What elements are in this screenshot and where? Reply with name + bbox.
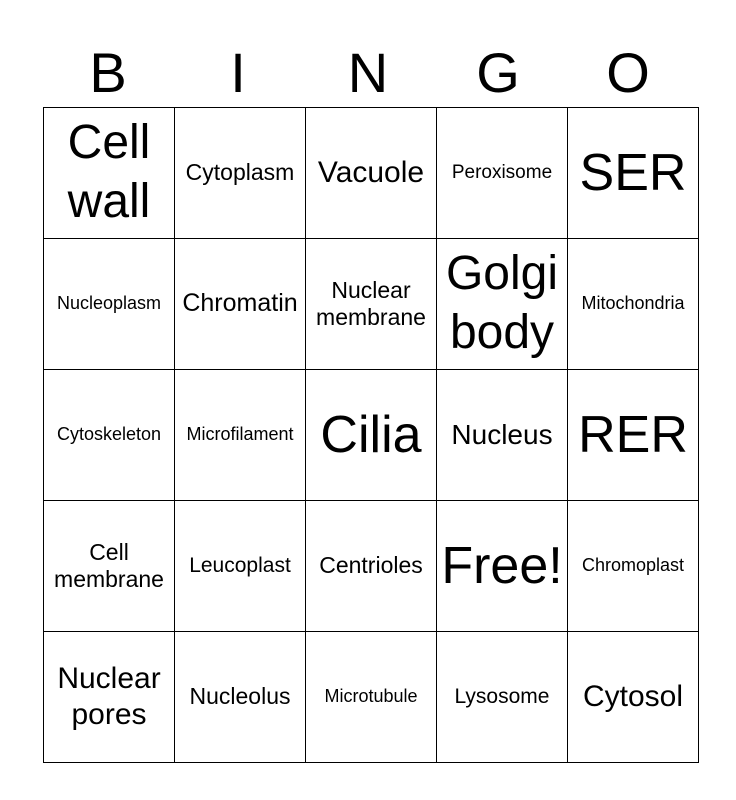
card-cell[interactable] bbox=[437, 370, 568, 501]
card-cell[interactable] bbox=[44, 108, 175, 239]
header-letter-n: N bbox=[347, 41, 389, 104]
card-cell[interactable] bbox=[437, 632, 568, 763]
card-cell[interactable] bbox=[306, 370, 437, 501]
cell-label: Cytosol bbox=[582, 680, 684, 713]
cell-label: Cell wall bbox=[67, 116, 151, 228]
card-cell[interactable] bbox=[44, 370, 175, 501]
cell-label: Mitochondria bbox=[581, 293, 685, 314]
cell-label: Cytoskeleton bbox=[56, 424, 162, 445]
card-cell[interactable] bbox=[306, 632, 437, 763]
cell-label: RER bbox=[578, 405, 688, 464]
card-cell[interactable] bbox=[175, 108, 306, 239]
card-row-3 bbox=[44, 370, 699, 501]
card-cell[interactable] bbox=[175, 370, 306, 501]
card-cell[interactable] bbox=[437, 108, 568, 239]
cell-label: Microfilament bbox=[186, 424, 294, 445]
card-cell[interactable] bbox=[437, 239, 568, 370]
card-cell[interactable] bbox=[44, 501, 175, 632]
cell-label: Nucleus bbox=[451, 419, 553, 451]
card-cell[interactable] bbox=[568, 370, 699, 501]
cell-label: Microtubule bbox=[324, 686, 418, 707]
card-cell[interactable] bbox=[306, 108, 437, 239]
card-row-4 bbox=[44, 501, 699, 632]
card-cell free-space[interactable] bbox=[437, 501, 568, 632]
header-letter-b: B bbox=[89, 41, 127, 104]
card-cell[interactable] bbox=[568, 239, 699, 370]
cell-label: Nuclear membrane bbox=[316, 276, 426, 330]
card-row-2 bbox=[44, 239, 699, 370]
card-cell[interactable] bbox=[306, 501, 437, 632]
card-cell[interactable] bbox=[306, 239, 437, 370]
bingo-card-grid bbox=[43, 107, 699, 763]
card-cell[interactable] bbox=[568, 108, 699, 239]
cell-label: SER bbox=[579, 143, 687, 202]
cell-label: Vacuole bbox=[317, 156, 425, 189]
cell-label: Chromatin bbox=[182, 289, 298, 318]
cell-label: Cell membrane bbox=[54, 538, 164, 592]
card-cell[interactable] bbox=[175, 239, 306, 370]
card-cell[interactable] bbox=[44, 632, 175, 763]
card-cell[interactable] bbox=[175, 501, 306, 632]
cell-label: Nucleolus bbox=[189, 683, 291, 710]
cell-label: Centrioles bbox=[319, 552, 423, 579]
cell-label: Cilia bbox=[320, 405, 422, 464]
header-letter-i: I bbox=[230, 41, 246, 104]
card-row-5 bbox=[44, 632, 699, 763]
bingo-header bbox=[43, 40, 693, 106]
cell-label: Lysosome bbox=[454, 684, 550, 708]
header-letter-g: G bbox=[476, 41, 520, 104]
card-cell[interactable] bbox=[44, 239, 175, 370]
cell-label: Golgi body bbox=[445, 247, 559, 359]
free-space-label: Free! bbox=[441, 536, 563, 595]
card-cell[interactable] bbox=[175, 632, 306, 763]
header-letter-o: O bbox=[606, 41, 650, 104]
card-row-1 bbox=[44, 108, 699, 239]
cell-label: Chromoplast bbox=[581, 555, 685, 576]
cell-label: Nuclear pores bbox=[57, 662, 161, 731]
cell-label: Leucoplast bbox=[189, 553, 291, 577]
cell-label: Nucleoplasm bbox=[56, 293, 162, 314]
cell-label: Peroxisome bbox=[451, 161, 553, 183]
card-cell[interactable] bbox=[568, 501, 699, 632]
card-cell[interactable] bbox=[568, 632, 699, 763]
cell-label: Cytoplasm bbox=[185, 159, 295, 186]
